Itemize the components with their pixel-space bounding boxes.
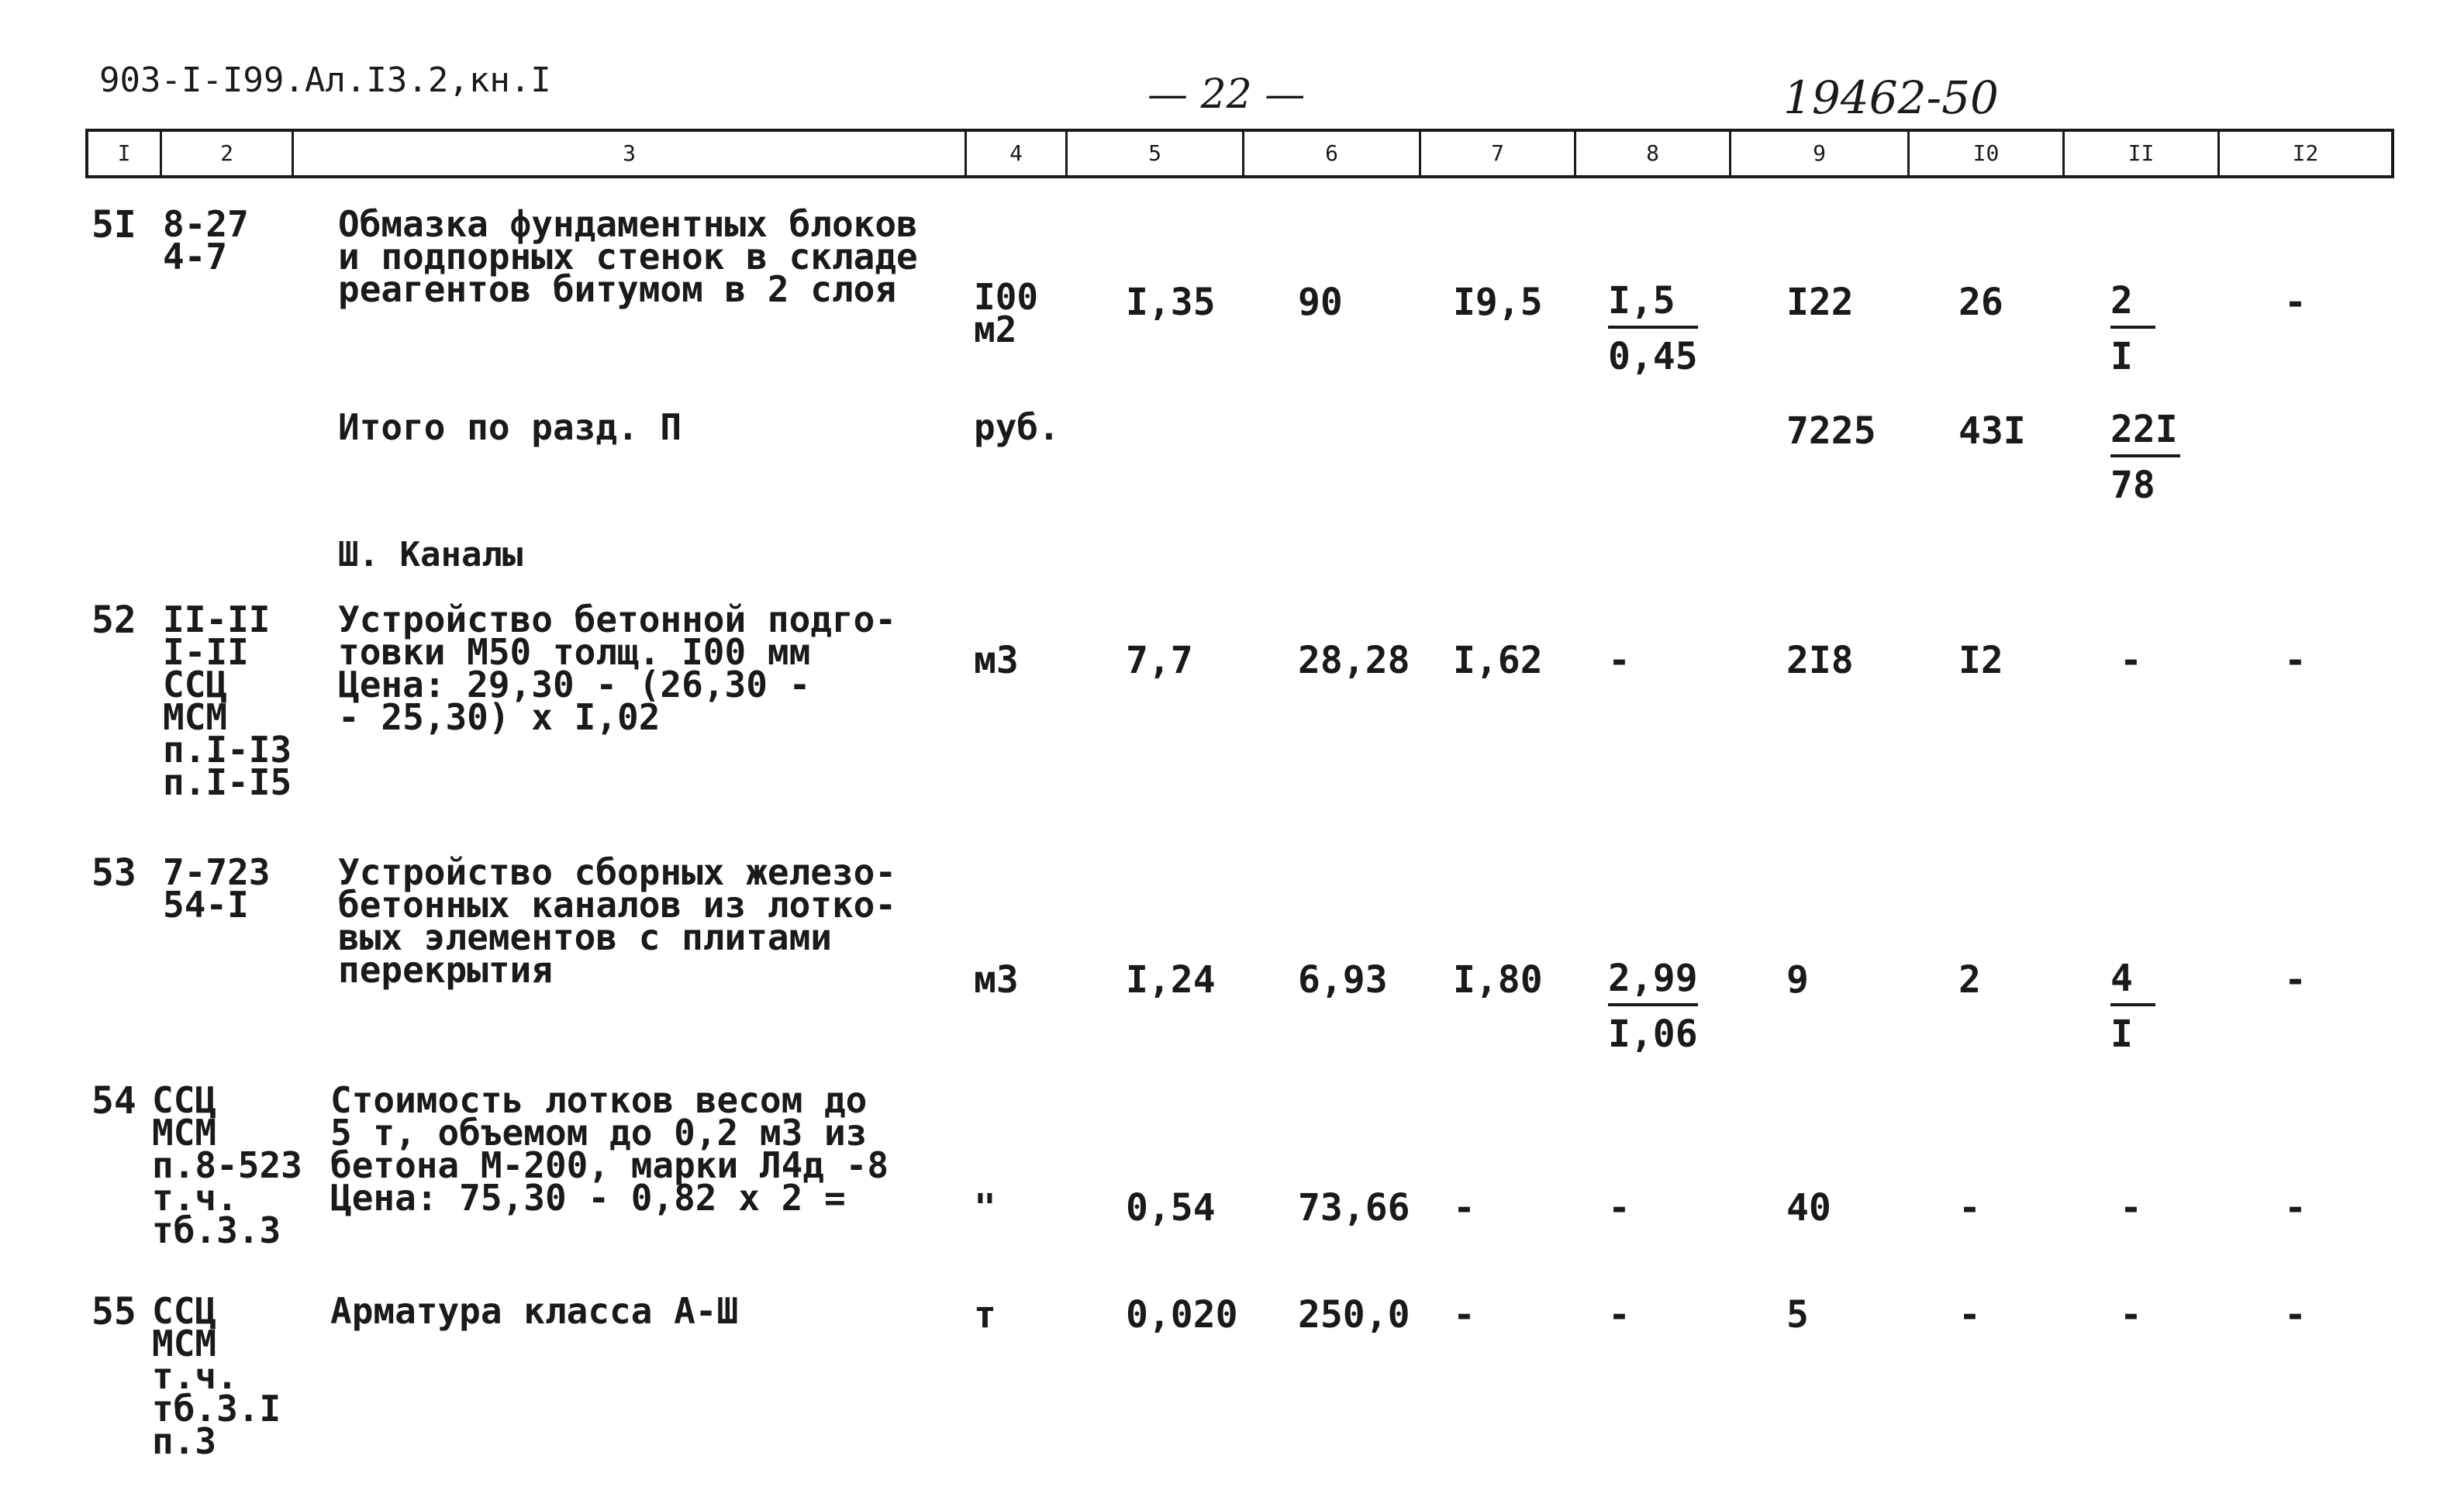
unit: т: [974, 1293, 996, 1337]
col-10-value: -: [1958, 1186, 1981, 1230]
unit: м3: [974, 639, 1019, 682]
col-8-fraction: $\frac{2,99}{I,06}$: [1608, 957, 1698, 1056]
section-title: Ш. Каналы: [338, 535, 523, 574]
price-code: 8-27 4-7: [163, 203, 249, 278]
work-description: Обмазка фундаментных блоков и подпорных стенок в складе реагентов битумом в 2 слоя: [338, 203, 918, 310]
total-cost: 40: [1786, 1186, 1831, 1230]
column-number: 4: [965, 132, 1065, 175]
total-cost: 5: [1786, 1293, 1809, 1337]
col-12-value: -: [2284, 1293, 2307, 1337]
col-7-value: I,80: [1453, 958, 1543, 1002]
col-8-value: -: [1608, 639, 1631, 682]
total-cost: 2I8: [1786, 639, 1854, 682]
column-number: II: [2062, 132, 2217, 175]
col-10-value: I2: [1958, 639, 2003, 682]
col-8-fraction: $\frac{I,5}{0,45}$: [1608, 279, 1698, 378]
quantity: I,24: [1126, 958, 1216, 1002]
quantity: 0,54: [1126, 1186, 1216, 1230]
row-number: 53: [91, 851, 136, 895]
work-description: Устройство сборных железо- бетонных каналов из лотко- вых элементов с плитами перекрытия: [338, 851, 897, 991]
column-number: 9: [1729, 132, 1907, 175]
column-number: I0: [1907, 132, 2062, 175]
total-cost: I22: [1786, 281, 1854, 324]
row-number: 5I: [91, 203, 136, 247]
col-8-value: -: [1608, 1293, 1631, 1337]
handwritten-number: 19462-50: [1783, 71, 1999, 124]
unit-cost: 250,0: [1298, 1293, 1410, 1337]
column-number-bar: [85, 129, 2394, 178]
col-11-value: -: [2120, 1186, 2142, 1230]
col-12-value: -: [2284, 1186, 2307, 1230]
column-number: 7: [1419, 132, 1574, 175]
price-code: ССЦ МСМ п.8-523 т.ч. тб.3.3: [152, 1079, 302, 1251]
work-description: Стоимость лотков весом до 5 т, объемом до 0,2 м3 из бетона М-200, марки Л4д -8 Цена: 75,30 - 0,82 х 2 =: [330, 1079, 889, 1219]
price-code: ССЦ МСМ т.ч. тб.3.I п.3: [152, 1290, 281, 1462]
col-10-value: -: [1958, 1293, 1981, 1337]
column-number: 6: [1242, 132, 1419, 175]
unit-cost: 73,66: [1298, 1186, 1410, 1230]
col-12-value: -: [2284, 639, 2307, 682]
price-code: II-II I-II ССЦ МСМ п.I-I3 п.I-I5: [163, 599, 292, 803]
work-description: Устройство бетонной подго- товки М50 толщ. I00 мм Цена: 29,30 - (26,30 - - 25,30) х I,02: [338, 599, 897, 738]
col-7-value: -: [1453, 1186, 1475, 1230]
total-cost: 7225: [1786, 409, 1876, 453]
total-cost: 9: [1786, 958, 1809, 1002]
column-number: 8: [1574, 132, 1729, 175]
col-10-value: 43I: [1958, 409, 2026, 453]
unit: руб.: [974, 406, 1060, 448]
row-number: 54: [91, 1079, 136, 1123]
col-11-fraction: $\frac{4}{I}$: [2110, 957, 2155, 1056]
column-number: 5: [1065, 132, 1242, 175]
column-number: 3: [292, 132, 965, 175]
col-7-value: I9,5: [1453, 281, 1543, 324]
unit: м3: [974, 958, 1019, 1002]
col-7-value: I,62: [1453, 639, 1543, 682]
col-10-value: 2: [1958, 958, 1981, 1002]
price-code: 7-723 54-I: [163, 851, 271, 926]
unit-cost: 6,93: [1298, 958, 1388, 1002]
col-10-value: 26: [1958, 281, 2003, 324]
column-number: I: [117, 140, 131, 166]
column-number: I2: [2217, 132, 2391, 175]
unit: ": [974, 1186, 996, 1230]
col-11-fraction: $\frac{2}{I}$: [2110, 279, 2155, 378]
work-description: Арматура класса А-Ш: [330, 1290, 739, 1332]
work-description: Итого по разд. П: [338, 406, 682, 448]
col-12-value: -: [2284, 958, 2307, 1002]
page-number: — 22 —: [1147, 71, 1306, 118]
quantity: 7,7: [1126, 639, 1193, 682]
col-11-fraction: $\frac{22I}{78}$: [2110, 408, 2180, 507]
quantity: 0,020: [1126, 1293, 1238, 1337]
col-7-value: -: [1453, 1293, 1475, 1337]
unit: I00 м2: [974, 276, 1039, 350]
col-11-value: -: [2120, 639, 2142, 682]
row-number: 52: [91, 599, 136, 642]
column-number: 2: [160, 132, 292, 175]
col-12-value: -: [2284, 281, 2307, 324]
col-11-value: -: [2120, 1293, 2142, 1337]
document-code: 903-I-I99.Ал.I3.2,кн.I: [99, 60, 551, 100]
row-number: 55: [91, 1290, 136, 1333]
quantity: I,35: [1126, 281, 1216, 324]
unit-cost: 28,28: [1298, 639, 1410, 682]
unit-cost: 90: [1298, 281, 1343, 324]
col-8-value: -: [1608, 1186, 1631, 1230]
